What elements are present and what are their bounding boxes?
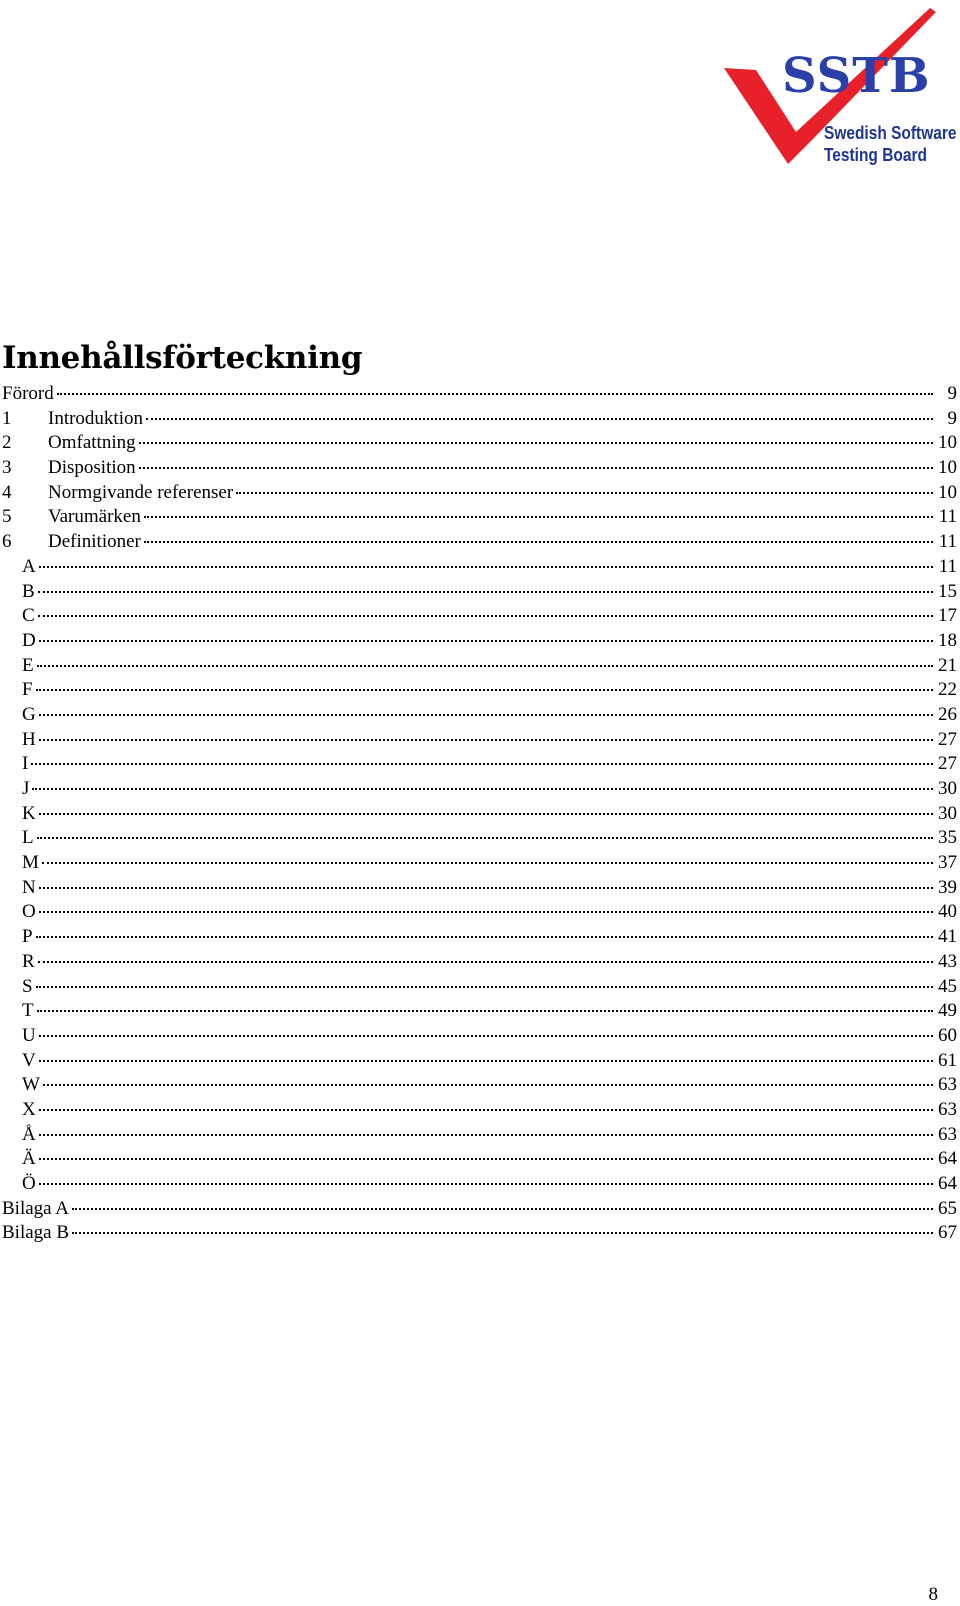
toc-entry[interactable] [0,876,957,901]
toc-dot-leader [39,1134,933,1136]
toc-entry[interactable] [0,1221,957,1246]
toc-entry-label: E [22,654,34,676]
toc-entry-page: 17 [938,605,957,627]
toc-entry[interactable] [0,456,957,481]
toc-entry-label: L [22,827,34,849]
toc-dot-leader [36,689,933,691]
toc-entry[interactable] [0,802,957,827]
toc-entry[interactable] [0,407,957,432]
toc-entry-page: 21 [938,654,957,676]
table-of-contents [0,382,957,1246]
toc-entry-label: Ö [22,1173,36,1194]
toc-dot-leader [39,887,933,889]
toc-entry-label: Bilaga B [2,1222,70,1244]
toc-entry[interactable] [0,1073,957,1098]
logo-acronym: SSTB [782,48,931,104]
sstb-logo [724,4,960,174]
toc-entry[interactable] [0,1172,957,1197]
toc-entry-page: 22 [938,679,957,701]
toc-entry[interactable] [0,728,957,753]
toc-dot-leader [39,1060,933,1062]
toc-entry-number: 1 [2,407,12,429]
toc-entry-label: Disposition [48,457,136,479]
toc-entry[interactable] [0,654,957,679]
toc-entry-label: A [22,555,36,577]
toc-entry-label: H [22,728,36,750]
toc-entry[interactable] [0,900,957,925]
toc-entry[interactable] [0,851,957,876]
toc-entry[interactable] [0,1147,957,1172]
toc-entry[interactable] [0,629,957,654]
toc-entry-label: C [22,605,35,627]
toc-entry-label: J [22,778,30,799]
toc-entry[interactable] [0,950,957,975]
toc-dot-leader [139,442,933,444]
toc-entry-page: 65 [938,1197,957,1219]
page-number: 8 [928,1584,938,1605]
toc-entry-label: G [22,703,36,725]
toc-dot-leader [36,936,933,938]
toc-entry[interactable] [0,604,957,629]
toc-entry-label: S [22,975,33,997]
toc-entry-page: 45 [938,975,957,997]
toc-title: Innehållsförteckning [2,340,363,376]
toc-entry-label: V [22,1049,36,1071]
toc-entry-page: 40 [938,901,957,923]
toc-entry-label: I [22,753,29,775]
toc-entry-page: 15 [938,580,957,602]
toc-entry[interactable] [0,382,957,407]
toc-entry-label: Omfattning [48,432,136,454]
toc-entry-page: 11 [938,555,957,577]
toc-dot-leader [39,714,933,716]
toc-dot-leader [39,1035,933,1037]
toc-entry-page: 10 [938,457,957,479]
toc-dot-leader [37,837,933,839]
toc-entry-label: D [22,629,36,651]
toc-dot-leader [139,467,933,469]
toc-entry-label: Å [22,1123,36,1145]
toc-dot-leader [72,1232,933,1234]
toc-entry[interactable] [0,555,957,580]
toc-entry-page: 35 [938,827,957,849]
toc-entry[interactable] [0,752,957,777]
toc-entry-page: 49 [938,1000,957,1022]
toc-entry-label: Varumärken [48,506,141,528]
toc-entry-page: 63 [938,1074,957,1096]
toc-entry-label: F [22,679,33,701]
toc-dot-leader [144,516,933,518]
toc-entry-number: 4 [2,481,12,503]
toc-entry-number: 6 [2,531,12,553]
toc-entry-page: 18 [938,629,957,651]
toc-entry-page: 10 [938,481,957,503]
toc-entry[interactable] [0,703,957,728]
toc-entry-label: K [22,802,36,824]
toc-dot-leader [31,763,933,765]
toc-dot-leader [32,788,933,790]
toc-entry-page: 10 [938,432,957,454]
toc-dot-leader [36,986,933,988]
toc-dot-leader [144,541,933,543]
toc-entry-page: 63 [938,1123,957,1145]
toc-dot-leader [39,813,933,815]
toc-dot-leader [42,862,933,864]
toc-entry-label: Ä [22,1148,36,1170]
toc-entry-label: N [22,876,36,898]
toc-entry[interactable] [0,530,957,555]
toc-entry-label: Definitioner [48,531,141,553]
toc-entry-page: 63 [938,1098,957,1120]
toc-dot-leader [37,1010,933,1012]
toc-entry-number: 5 [2,506,12,528]
toc-entry-page: 67 [938,1222,957,1244]
toc-entry[interactable] [0,1049,957,1074]
toc-entry-page: 37 [938,852,957,874]
toc-dot-leader [38,615,933,617]
toc-entry[interactable] [0,1024,957,1049]
logo-subtitle [824,122,956,166]
toc-entry[interactable] [0,1197,957,1222]
toc-entry-page: 64 [938,1173,957,1194]
toc-dot-leader [236,492,933,494]
toc-entry-page: 11 [938,531,957,553]
toc-entry-label: Förord [2,383,54,404]
toc-dot-leader [37,665,933,667]
toc-dot-leader [39,1183,933,1185]
toc-dot-leader [57,393,933,395]
toc-entry-page: 26 [938,703,957,725]
toc-entry-page: 11 [938,506,957,528]
toc-entry-page: 61 [938,1049,957,1071]
toc-entry[interactable] [0,481,957,506]
toc-entry[interactable] [0,1123,957,1148]
toc-dot-leader [39,739,933,741]
toc-dot-leader [43,1084,933,1086]
toc-entry-label: Normgivande referenser [48,481,234,503]
toc-entry[interactable] [0,777,957,802]
toc-entry-page: 27 [938,753,957,775]
toc-dot-leader [39,1109,933,1111]
toc-dot-leader [39,911,933,913]
toc-entry-label: M [22,852,39,874]
toc-entry-label: U [22,1024,36,1046]
toc-entry-number: 2 [2,432,12,454]
toc-dot-leader [38,961,933,963]
toc-entry-label: T [22,1000,34,1022]
logo-subtitle-line2: Testing Board [824,145,927,165]
toc-entry[interactable] [0,975,957,1000]
toc-dot-leader [39,566,933,568]
toc-entry[interactable] [0,826,957,851]
toc-dot-leader [38,591,933,593]
toc-entry-label: W [22,1074,40,1096]
toc-entry[interactable] [0,505,957,530]
toc-entry-label: O [22,901,36,923]
toc-entry-page: 43 [938,950,957,972]
toc-dot-leader [39,1158,933,1160]
toc-entry-label: R [22,950,35,972]
toc-entry-page: 41 [938,926,957,948]
toc-entry-label: X [22,1098,36,1120]
toc-entry-number: 3 [2,457,12,479]
toc-entry-label: P [22,926,33,948]
toc-entry-page: 30 [938,802,957,824]
toc-entry-page: 30 [938,778,957,799]
toc-entry[interactable] [0,1098,957,1123]
toc-entry-page: 64 [938,1148,957,1170]
toc-entry-page: 60 [938,1024,957,1046]
toc-entry-page: 27 [938,728,957,750]
logo-subtitle-line1: Swedish Software [824,123,957,143]
toc-entry[interactable] [0,678,957,703]
toc-entry[interactable] [0,925,957,950]
toc-entry-label: Bilaga A [2,1197,70,1219]
toc-entry-page: 9 [947,407,957,429]
toc-entry-label: B [22,580,35,602]
toc-entry[interactable] [0,580,957,605]
toc-entry-label: Introduktion [48,407,143,429]
toc-dot-leader [72,1208,933,1210]
toc-entry[interactable] [0,999,957,1024]
toc-dot-leader [39,640,933,642]
toc-entry-page: 9 [947,383,957,404]
toc-dot-leader [146,418,933,420]
toc-entry[interactable] [0,431,957,456]
toc-entry-page: 39 [938,876,957,898]
